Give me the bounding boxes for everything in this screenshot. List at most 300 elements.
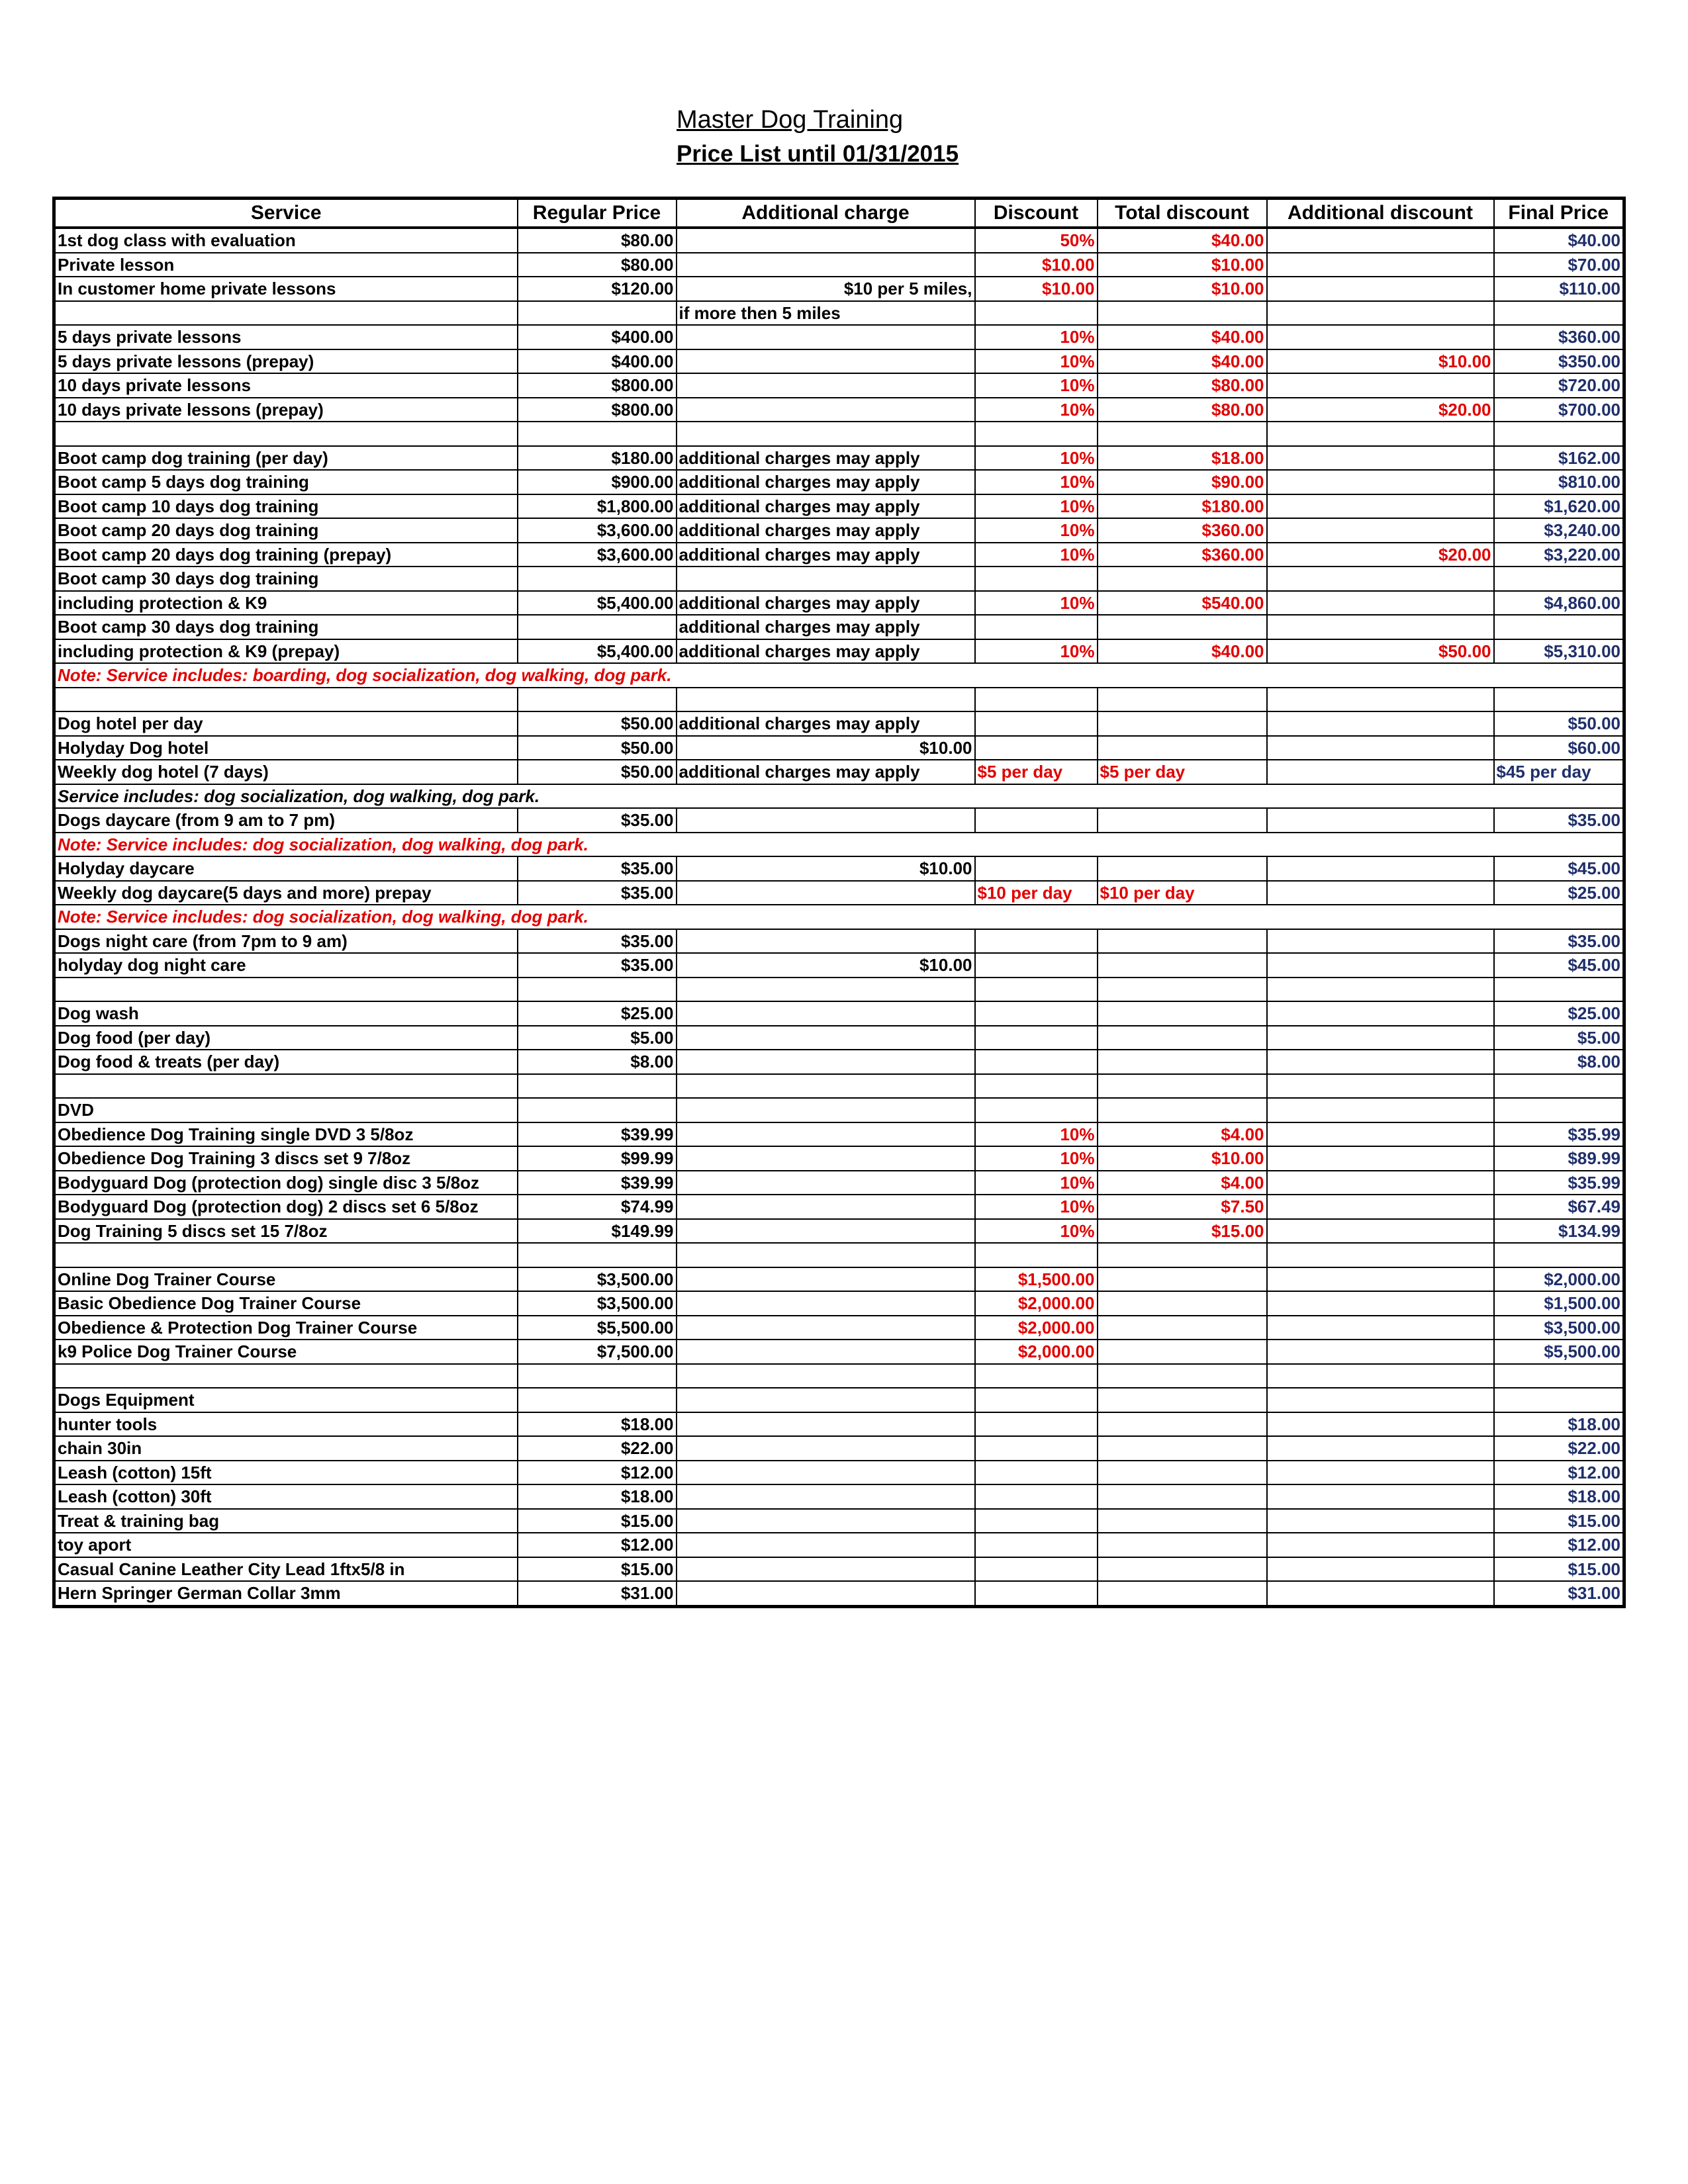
regular-price-cell: $120.00 xyxy=(518,277,677,301)
regular-price-cell xyxy=(518,567,677,591)
discount-cell xyxy=(975,1050,1098,1074)
table-row xyxy=(54,1291,1624,1316)
empty-cell xyxy=(1494,1243,1624,1267)
additional-charge-cell xyxy=(677,1388,975,1412)
additional-discount-cell xyxy=(1267,711,1494,736)
additional-discount-cell xyxy=(1267,591,1494,615)
empty-cell xyxy=(54,1364,518,1388)
final-price-cell xyxy=(1494,567,1624,591)
table-row xyxy=(54,881,1624,905)
table-row xyxy=(54,1436,1624,1461)
regular-price-cell xyxy=(518,301,677,326)
total-discount-cell xyxy=(1098,1098,1267,1122)
service-cell: including protection & K9 (prepay) xyxy=(54,639,518,664)
additional-discount-cell xyxy=(1267,856,1494,881)
total-discount-cell xyxy=(1098,1436,1267,1461)
final-price-cell: $35.00 xyxy=(1494,808,1624,833)
header-service: Service xyxy=(54,199,518,228)
final-price-cell: $35.00 xyxy=(1494,929,1624,954)
document-subtitle: Price List until 01/31/2015 xyxy=(677,141,959,167)
discount-cell xyxy=(975,929,1098,954)
additional-discount-cell xyxy=(1267,301,1494,326)
regular-price-cell: $149.99 xyxy=(518,1219,677,1244)
regular-price-cell xyxy=(518,615,677,639)
additional-discount-cell xyxy=(1267,1026,1494,1050)
additional-discount-cell xyxy=(1267,615,1494,639)
additional-charge-cell: additional charges may apply xyxy=(677,470,975,494)
table-row xyxy=(54,1316,1624,1340)
table-row xyxy=(54,1098,1624,1122)
discount-cell xyxy=(975,856,1098,881)
final-price-cell: $3,220.00 xyxy=(1494,543,1624,567)
additional-discount-cell xyxy=(1267,1484,1494,1509)
regular-price-cell: $8.00 xyxy=(518,1050,677,1074)
final-price-cell: $134.99 xyxy=(1494,1219,1624,1244)
additional-charge-cell xyxy=(677,808,975,833)
total-discount-cell xyxy=(1098,1050,1267,1074)
table-row xyxy=(54,446,1624,471)
table-row xyxy=(54,736,1624,760)
discount-cell xyxy=(975,1026,1098,1050)
total-discount-cell: $4.00 xyxy=(1098,1171,1267,1195)
total-discount-cell xyxy=(1098,808,1267,833)
table-row xyxy=(54,1388,1624,1412)
discount-cell: 10% xyxy=(975,446,1098,471)
discount-cell xyxy=(975,1001,1098,1026)
empty-cell xyxy=(1494,422,1624,446)
table-row xyxy=(54,591,1624,615)
discount-cell: 50% xyxy=(975,228,1098,253)
service-cell: 10 days private lessons xyxy=(54,373,518,398)
final-price-cell: $5,310.00 xyxy=(1494,639,1624,664)
final-price-cell: $1,620.00 xyxy=(1494,494,1624,519)
regular-price-cell: $5,500.00 xyxy=(518,1316,677,1340)
empty-cell xyxy=(975,422,1098,446)
empty-cell xyxy=(677,422,975,446)
table-row xyxy=(54,1195,1624,1219)
table-row xyxy=(54,567,1624,591)
service-cell: including protection & K9 xyxy=(54,591,518,615)
additional-charge-cell xyxy=(677,1509,975,1533)
regular-price-cell: $400.00 xyxy=(518,349,677,374)
final-price-cell: $1,500.00 xyxy=(1494,1291,1624,1316)
table-row xyxy=(54,253,1624,277)
total-discount-cell xyxy=(1098,1291,1267,1316)
empty-cell xyxy=(1098,978,1267,1002)
service-cell: Basic Obedience Dog Trainer Course xyxy=(54,1291,518,1316)
discount-cell: 10% xyxy=(975,1146,1098,1171)
final-price-cell: $810.00 xyxy=(1494,470,1624,494)
empty-cell xyxy=(54,978,518,1002)
discount-cell: $5 per day xyxy=(975,760,1098,784)
total-discount-cell xyxy=(1098,736,1267,760)
additional-discount-cell xyxy=(1267,1533,1494,1557)
empty-cell xyxy=(1098,1243,1267,1267)
final-price-cell: $45 per day xyxy=(1494,760,1624,784)
additional-discount-cell xyxy=(1267,1050,1494,1074)
service-cell: DVD xyxy=(54,1098,518,1122)
additional-discount-cell: $20.00 xyxy=(1267,398,1494,422)
price-table-body xyxy=(54,228,1624,1606)
additional-discount-cell: $10.00 xyxy=(1267,349,1494,374)
final-price-cell: $15.00 xyxy=(1494,1557,1624,1582)
total-discount-cell xyxy=(1098,929,1267,954)
service-cell: k9 Police Dog Trainer Course xyxy=(54,1340,518,1364)
empty-cell xyxy=(1267,422,1494,446)
table-row xyxy=(54,1026,1624,1050)
service-cell: Dog hotel per day xyxy=(54,711,518,736)
service-cell: Obedience Dog Training single DVD 3 5/8oz xyxy=(54,1122,518,1147)
blank-row xyxy=(54,688,1624,712)
discount-cell xyxy=(975,1098,1098,1122)
discount-cell xyxy=(975,953,1098,978)
additional-discount-cell xyxy=(1267,470,1494,494)
total-discount-cell: $15.00 xyxy=(1098,1219,1267,1244)
total-discount-cell: $80.00 xyxy=(1098,398,1267,422)
table-row xyxy=(54,543,1624,567)
discount-cell xyxy=(975,1581,1098,1606)
discount-cell: 10% xyxy=(975,398,1098,422)
additional-charge-cell xyxy=(677,1195,975,1219)
service-cell: Dogs daycare (from 9 am to 7 pm) xyxy=(54,808,518,833)
regular-price-cell: $35.00 xyxy=(518,953,677,978)
empty-cell xyxy=(54,1243,518,1267)
table-row xyxy=(54,494,1624,519)
table-row xyxy=(54,518,1624,543)
total-discount-cell xyxy=(1098,1484,1267,1509)
additional-charge-cell: additional charges may apply xyxy=(677,639,975,664)
final-price-cell: $25.00 xyxy=(1494,1001,1624,1026)
blank-row xyxy=(54,978,1624,1002)
total-discount-cell xyxy=(1098,1533,1267,1557)
empty-cell xyxy=(518,1074,677,1099)
service-cell: Holyday Dog hotel xyxy=(54,736,518,760)
additional-discount-cell xyxy=(1267,373,1494,398)
regular-price-cell: $31.00 xyxy=(518,1581,677,1606)
total-discount-cell xyxy=(1098,1026,1267,1050)
additional-charge-cell: additional charges may apply xyxy=(677,494,975,519)
additional-charge-cell: if more then 5 miles xyxy=(677,301,975,326)
service-cell: Casual Canine Leather City Lead 1ftx5/8 in xyxy=(54,1557,518,1582)
empty-cell xyxy=(1494,1074,1624,1099)
final-price-cell: $12.00 xyxy=(1494,1533,1624,1557)
additional-charge-cell xyxy=(677,1533,975,1557)
discount-cell xyxy=(975,1533,1098,1557)
additional-discount-cell xyxy=(1267,1122,1494,1147)
regular-price-cell: $15.00 xyxy=(518,1509,677,1533)
regular-price-cell: $180.00 xyxy=(518,446,677,471)
total-discount-cell xyxy=(1098,1388,1267,1412)
empty-cell xyxy=(518,978,677,1002)
regular-price-cell: $74.99 xyxy=(518,1195,677,1219)
additional-discount-cell xyxy=(1267,1098,1494,1122)
regular-price-cell: $900.00 xyxy=(518,470,677,494)
additional-charge-cell xyxy=(677,1122,975,1147)
regular-price-cell: $12.00 xyxy=(518,1533,677,1557)
additional-discount-cell: $50.00 xyxy=(1267,639,1494,664)
final-price-cell: $25.00 xyxy=(1494,881,1624,905)
additional-charge-cell xyxy=(677,373,975,398)
service-cell: Dog food (per day) xyxy=(54,1026,518,1050)
total-discount-cell: $40.00 xyxy=(1098,228,1267,253)
final-price-cell: $50.00 xyxy=(1494,711,1624,736)
final-price-cell: $360.00 xyxy=(1494,325,1624,349)
service-cell: Bodyguard Dog (protection dog) single disc 3 5/8oz xyxy=(54,1171,518,1195)
additional-charge-cell xyxy=(677,1291,975,1316)
additional-charge-cell: $10.00 xyxy=(677,856,975,881)
total-discount-cell: $10.00 xyxy=(1098,1146,1267,1171)
service-cell: 1st dog class with evaluation xyxy=(54,228,518,253)
total-discount-cell: $360.00 xyxy=(1098,543,1267,567)
discount-cell xyxy=(975,1412,1098,1437)
service-cell: Boot camp dog training (per day) xyxy=(54,446,518,471)
discount-cell: $10 per day xyxy=(975,881,1098,905)
additional-discount-cell xyxy=(1267,567,1494,591)
table-row xyxy=(54,808,1624,833)
final-price-cell: $162.00 xyxy=(1494,446,1624,471)
empty-cell xyxy=(975,688,1098,712)
discount-cell: 10% xyxy=(975,325,1098,349)
regular-price-cell: $5.00 xyxy=(518,1026,677,1050)
service-cell: Obedience Dog Training 3 discs set 9 7/8oz xyxy=(54,1146,518,1171)
discount-cell: 10% xyxy=(975,494,1098,519)
additional-charge-cell xyxy=(677,1171,975,1195)
regular-price-cell: $50.00 xyxy=(518,711,677,736)
total-discount-cell xyxy=(1098,1557,1267,1582)
table-row xyxy=(54,1146,1624,1171)
additional-charge-cell: $10.00 xyxy=(677,953,975,978)
service-cell: Boot camp 30 days dog training xyxy=(54,567,518,591)
table-row xyxy=(54,1533,1624,1557)
table-row xyxy=(54,711,1624,736)
regular-price-cell xyxy=(518,1098,677,1122)
table-row xyxy=(54,1219,1624,1244)
total-discount-cell: $5 per day xyxy=(1098,760,1267,784)
discount-cell: $10.00 xyxy=(975,277,1098,301)
total-discount-cell xyxy=(1098,301,1267,326)
additional-charge-cell xyxy=(677,349,975,374)
regular-price-cell xyxy=(518,1388,677,1412)
service-cell: Dog Training 5 discs set 15 7/8oz xyxy=(54,1219,518,1244)
empty-cell xyxy=(1267,1243,1494,1267)
table-row xyxy=(54,1461,1624,1485)
regular-price-cell: $18.00 xyxy=(518,1484,677,1509)
discount-cell xyxy=(975,567,1098,591)
table-row xyxy=(54,398,1624,422)
empty-cell xyxy=(54,1074,518,1099)
service-cell: Bodyguard Dog (protection dog) 2 discs set 6 5/8oz xyxy=(54,1195,518,1219)
service-cell: Private lesson xyxy=(54,253,518,277)
empty-cell xyxy=(677,1074,975,1099)
service-cell: Treat & training bag xyxy=(54,1509,518,1533)
table-row xyxy=(54,1581,1624,1606)
additional-charge-cell: additional charges may apply xyxy=(677,543,975,567)
additional-charge-cell xyxy=(677,567,975,591)
discount-cell xyxy=(975,736,1098,760)
final-price-cell: $4,860.00 xyxy=(1494,591,1624,615)
service-cell: Leash (cotton) 30ft xyxy=(54,1484,518,1509)
regular-price-cell: $50.00 xyxy=(518,736,677,760)
additional-discount-cell xyxy=(1267,1436,1494,1461)
header-discount: Discount xyxy=(975,199,1098,228)
discount-cell xyxy=(975,301,1098,326)
service-cell: chain 30in xyxy=(54,1436,518,1461)
final-price-cell: $67.49 xyxy=(1494,1195,1624,1219)
regular-price-cell: $18.00 xyxy=(518,1412,677,1437)
table-row xyxy=(54,1484,1624,1509)
discount-cell: 10% xyxy=(975,543,1098,567)
additional-discount-cell xyxy=(1267,494,1494,519)
additional-discount-cell xyxy=(1267,1171,1494,1195)
regular-price-cell: $5,400.00 xyxy=(518,591,677,615)
additional-discount-cell xyxy=(1267,808,1494,833)
additional-discount-cell xyxy=(1267,929,1494,954)
additional-discount-cell xyxy=(1267,1412,1494,1437)
regular-price-cell: $3,600.00 xyxy=(518,543,677,567)
empty-cell xyxy=(518,1364,677,1388)
discount-cell xyxy=(975,1436,1098,1461)
table-row xyxy=(54,856,1624,881)
final-price-cell: $8.00 xyxy=(1494,1050,1624,1074)
additional-discount-cell xyxy=(1267,1267,1494,1292)
header-row xyxy=(54,199,1624,228)
empty-cell xyxy=(1267,978,1494,1002)
discount-cell: 10% xyxy=(975,1195,1098,1219)
discount-cell xyxy=(975,1557,1098,1582)
regular-price-cell: $35.00 xyxy=(518,856,677,881)
service-note: Service includes: dog socialization, dog walking, dog park. xyxy=(54,784,1624,809)
empty-cell xyxy=(1098,688,1267,712)
additional-discount-cell xyxy=(1267,1388,1494,1412)
total-discount-cell xyxy=(1098,1509,1267,1533)
total-discount-cell xyxy=(1098,1001,1267,1026)
table-row xyxy=(54,1001,1624,1026)
empty-cell xyxy=(975,1364,1098,1388)
table-row xyxy=(54,1340,1624,1364)
regular-price-cell: $35.00 xyxy=(518,929,677,954)
additional-charge-cell xyxy=(677,1316,975,1340)
total-discount-cell: $80.00 xyxy=(1098,373,1267,398)
additional-discount-cell xyxy=(1267,518,1494,543)
additional-discount-cell xyxy=(1267,1461,1494,1485)
note-row xyxy=(54,663,1624,688)
final-price-cell: $720.00 xyxy=(1494,373,1624,398)
additional-charge-cell xyxy=(677,228,975,253)
final-price-cell xyxy=(1494,615,1624,639)
service-cell: Dogs Equipment xyxy=(54,1388,518,1412)
empty-cell xyxy=(1267,1364,1494,1388)
header-regular-price: Regular Price xyxy=(518,199,677,228)
empty-cell xyxy=(54,422,518,446)
additional-discount-cell xyxy=(1267,446,1494,471)
regular-price-cell: $35.00 xyxy=(518,881,677,905)
note-row xyxy=(54,833,1624,857)
additional-discount-cell xyxy=(1267,1581,1494,1606)
additional-discount-cell xyxy=(1267,1001,1494,1026)
table-row xyxy=(54,277,1624,301)
empty-cell xyxy=(1494,978,1624,1002)
service-cell: Boot camp 20 days dog training (prepay) xyxy=(54,543,518,567)
total-discount-cell: $10.00 xyxy=(1098,253,1267,277)
table-row xyxy=(54,639,1624,664)
additional-charge-cell: additional charges may apply xyxy=(677,446,975,471)
empty-cell xyxy=(677,978,975,1002)
discount-cell: 10% xyxy=(975,639,1098,664)
service-cell: Leash (cotton) 15ft xyxy=(54,1461,518,1485)
table-row xyxy=(54,1557,1624,1582)
empty-cell xyxy=(518,688,677,712)
empty-cell xyxy=(1494,688,1624,712)
service-cell: Dog food & treats (per day) xyxy=(54,1050,518,1074)
total-discount-cell: $180.00 xyxy=(1098,494,1267,519)
table-row xyxy=(54,1267,1624,1292)
additional-charge-cell xyxy=(677,1461,975,1485)
final-price-cell: $89.99 xyxy=(1494,1146,1624,1171)
discount-cell xyxy=(975,1388,1098,1412)
discount-cell: $1,500.00 xyxy=(975,1267,1098,1292)
total-discount-cell xyxy=(1098,1461,1267,1485)
final-price-cell: $60.00 xyxy=(1494,736,1624,760)
service-cell: Weekly dog hotel (7 days) xyxy=(54,760,518,784)
total-discount-cell xyxy=(1098,711,1267,736)
table-row xyxy=(54,1050,1624,1074)
final-price-cell: $350.00 xyxy=(1494,349,1624,374)
additional-discount-cell xyxy=(1267,1340,1494,1364)
empty-cell xyxy=(677,1243,975,1267)
additional-charge-cell xyxy=(677,1581,975,1606)
additional-charge-cell xyxy=(677,253,975,277)
discount-cell xyxy=(975,1484,1098,1509)
regular-price-cell: $7,500.00 xyxy=(518,1340,677,1364)
final-price-cell xyxy=(1494,1098,1624,1122)
additional-discount-cell xyxy=(1267,228,1494,253)
additional-discount-cell xyxy=(1267,953,1494,978)
additional-discount-cell xyxy=(1267,1291,1494,1316)
total-discount-cell: $90.00 xyxy=(1098,470,1267,494)
total-discount-cell: $10.00 xyxy=(1098,277,1267,301)
total-discount-cell: $4.00 xyxy=(1098,1122,1267,1147)
total-discount-cell: $40.00 xyxy=(1098,325,1267,349)
additional-charge-cell: additional charges may apply xyxy=(677,615,975,639)
empty-cell xyxy=(1098,422,1267,446)
final-price-cell: $3,240.00 xyxy=(1494,518,1624,543)
service-cell xyxy=(54,301,518,326)
additional-discount-cell xyxy=(1267,881,1494,905)
service-cell: Online Dog Trainer Course xyxy=(54,1267,518,1292)
table-row xyxy=(54,301,1624,326)
service-cell: 10 days private lessons (prepay) xyxy=(54,398,518,422)
additional-charge-cell xyxy=(677,398,975,422)
table-row xyxy=(54,373,1624,398)
discount-cell: 10% xyxy=(975,1219,1098,1244)
total-discount-cell: $18.00 xyxy=(1098,446,1267,471)
empty-cell xyxy=(518,422,677,446)
additional-discount-cell xyxy=(1267,325,1494,349)
additional-charge-cell xyxy=(677,1050,975,1074)
service-cell: Boot camp 5 days dog training xyxy=(54,470,518,494)
discount-cell: 10% xyxy=(975,518,1098,543)
discount-cell: $2,000.00 xyxy=(975,1316,1098,1340)
service-cell: holyday dog night care xyxy=(54,953,518,978)
total-discount-cell: $540.00 xyxy=(1098,591,1267,615)
additional-discount-cell xyxy=(1267,1557,1494,1582)
service-cell: Hern Springer German Collar 3mm xyxy=(54,1581,518,1606)
discount-cell xyxy=(975,808,1098,833)
additional-discount-cell xyxy=(1267,760,1494,784)
table-row xyxy=(54,929,1624,954)
table-row xyxy=(54,760,1624,784)
total-discount-cell xyxy=(1098,567,1267,591)
